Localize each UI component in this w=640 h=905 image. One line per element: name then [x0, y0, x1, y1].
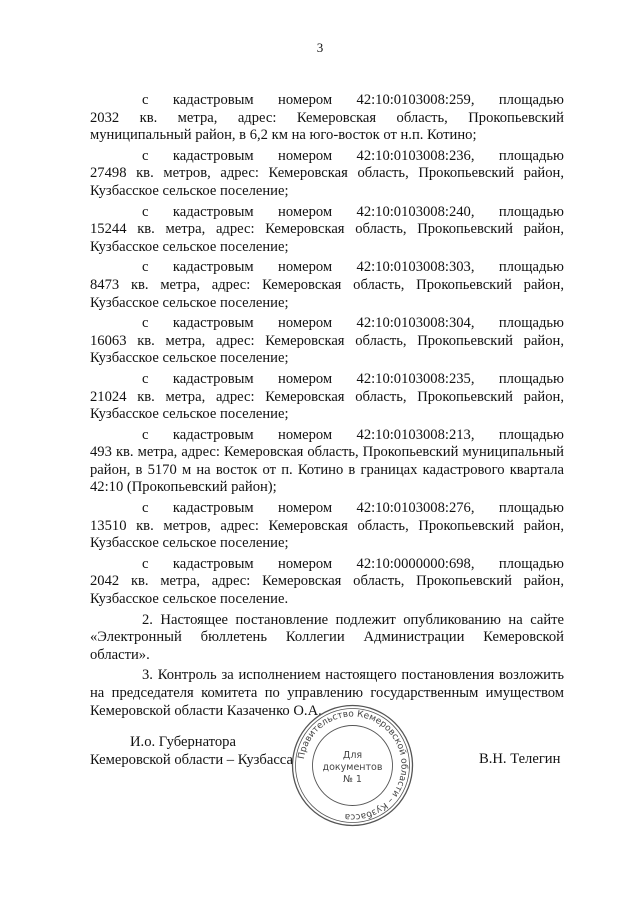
cadastral-item-word: кадастровым [172, 203, 254, 220]
cadastral-item-word: кадастровым [172, 500, 254, 517]
cadastral-item-word: 42:10:0000000:698, [356, 555, 475, 572]
cadastral-item-word: 42:10:0103008:235, [356, 370, 475, 387]
cadastral-item-word: номером [278, 203, 333, 220]
cadastral-item-word: площадью [498, 555, 564, 572]
cadastral-item-lead [90, 204, 564, 222]
cadastral-item-word: 42:10:0103008:240, [356, 203, 475, 220]
signatory-title [90, 733, 293, 769]
paragraph-control: 3. Контроль за исполнением настоящего постановления возложить на председателя комитета по управлению государственным имуществом Кемеровской области Казаченко О.А. [90, 667, 564, 719]
cadastral-item-word: 42:10:0103008:259, [356, 92, 475, 108]
cadastral-item-word: номером [278, 92, 333, 108]
cadastral-item-word: площадью [498, 203, 564, 220]
cadastral-item-word: с [142, 147, 149, 164]
cadastral-item-word: с [142, 555, 149, 572]
seal-center-line3: № 1 [343, 774, 362, 785]
cadastral-item-lead [90, 371, 564, 389]
cadastral-item-details: 2042 кв. метра, адрес: Кемеровская область, Прокопьевский район, Кузбасское сельское поселение. [90, 573, 564, 608]
cadastral-item [90, 315, 564, 368]
cadastral-item-word: 42:10:0103008:236, [356, 147, 475, 164]
cadastral-item [90, 92, 564, 145]
seal-ring-text: Правительство Кемеровской области – Кузбасса [296, 709, 409, 822]
page-number: 3 [316, 40, 324, 55]
cadastral-item-lead [90, 500, 564, 518]
signatory-title-line1: И.о. Губернатора [130, 734, 236, 750]
cadastral-item [90, 500, 564, 553]
paragraph-publication: 2. Настоящее постановление подлежит опубликованию на сайте «Электронный бюллетень Коллегии Администрации Кемеровской области». [90, 611, 564, 663]
cadastral-item-word: кадастровым [172, 92, 254, 108]
cadastral-item-word: номером [278, 370, 333, 387]
official-seal [290, 703, 415, 828]
cadastral-item-details: 2032 кв. метра, адрес: Кемеровская область, Прокопьевский муниципальный район, в 6,2 км на юго-восток от н.п. Котино; [90, 109, 564, 144]
cadastral-item-word: номером [278, 259, 333, 276]
cadastral-item-word: кадастровым [172, 147, 254, 164]
cadastral-item-word: кадастровым [172, 426, 254, 443]
cadastral-item-details: 13510 кв. метров, адрес: Кемеровская область, Прокопьевский район, Кузбасское сельское поселение; [90, 517, 564, 552]
cadastral-item [90, 556, 564, 609]
signatory-name: В.Н. Телегин [479, 751, 561, 767]
cadastral-list [90, 92, 564, 609]
cadastral-item-word: 42:10:0103008:304, [356, 315, 475, 332]
document-body [90, 92, 564, 723]
cadastral-item-details: 8473 кв. метра, адрес: Кемеровская область, Прокопьевский район, Кузбасское сельское поселение; [90, 276, 564, 311]
cadastral-item-details: 493 кв. метра, адрес: Кемеровская область, Прокопьевский муниципальный район, в 5170 м на восток от п. Котино в границах кадастрового квартала 42:10 (Прокопьевский район); [90, 444, 564, 496]
signatory-title-line2: Кемеровской области – Кузбасса [90, 752, 293, 768]
cadastral-item [90, 427, 564, 497]
cadastral-item-word: с [142, 426, 149, 443]
cadastral-item-word: с [142, 203, 149, 220]
cadastral-item-word: кадастровым [172, 315, 254, 332]
cadastral-item-lead [90, 427, 564, 445]
cadastral-item-word: с [142, 259, 149, 276]
cadastral-item-word: площадью [498, 147, 564, 164]
cadastral-item [90, 371, 564, 424]
cadastral-item-word: номером [278, 500, 333, 517]
cadastral-item-word: кадастровым [172, 555, 254, 572]
cadastral-item-lead [90, 148, 564, 166]
cadastral-item-details: 27498 кв. метров, адрес: Кемеровская область, Прокопьевский район, Кузбасское сельское поселение; [90, 165, 564, 199]
cadastral-item-word: с [142, 500, 149, 517]
cadastral-item-lead [90, 92, 564, 110]
cadastral-item-word: номером [278, 426, 333, 443]
cadastral-item-word: 42:10:0103008:303, [356, 259, 475, 276]
cadastral-item-word: площадью [498, 315, 564, 332]
cadastral-item-word: площадью [498, 259, 564, 276]
cadastral-item-word: кадастровым [172, 370, 254, 387]
seal-center-line1: Для [342, 750, 363, 761]
cadastral-item [90, 148, 564, 201]
cadastral-item [90, 204, 564, 257]
cadastral-item-lead [90, 259, 564, 277]
cadastral-item-word: номером [278, 555, 333, 572]
cadastral-item-word: с [142, 92, 149, 108]
cadastral-item-word: площадью [498, 500, 564, 517]
cadastral-item [90, 259, 564, 312]
cadastral-item-word: с [142, 370, 149, 387]
cadastral-item-word: площадью [498, 426, 564, 443]
cadastral-item-word: 42:10:0103008:276, [356, 500, 475, 517]
cadastral-item-word: номером [278, 147, 333, 164]
seal-center-line2: документов [322, 762, 383, 773]
cadastral-item-word: с [142, 315, 149, 332]
cadastral-item-word: площадью [498, 92, 564, 108]
cadastral-item-details: 16063 кв. метра, адрес: Кемеровская область, Прокопьевский район, Кузбасское сельское поселение; [90, 332, 564, 367]
cadastral-item-word: номером [278, 315, 333, 332]
cadastral-item-word: кадастровым [172, 259, 254, 276]
cadastral-item-details: 15244 кв. метра, адрес: Кемеровская область, Прокопьевский район, Кузбасское сельское поселение; [90, 221, 564, 255]
cadastral-item-word: 42:10:0103008:213, [356, 426, 475, 443]
cadastral-item-word: площадью [498, 370, 564, 387]
cadastral-item-lead [90, 315, 564, 333]
cadastral-item-lead [90, 556, 564, 574]
cadastral-item-details: 21024 кв. метра, адрес: Кемеровская область, Прокопьевский район, Кузбасское сельское поселение; [90, 388, 564, 423]
